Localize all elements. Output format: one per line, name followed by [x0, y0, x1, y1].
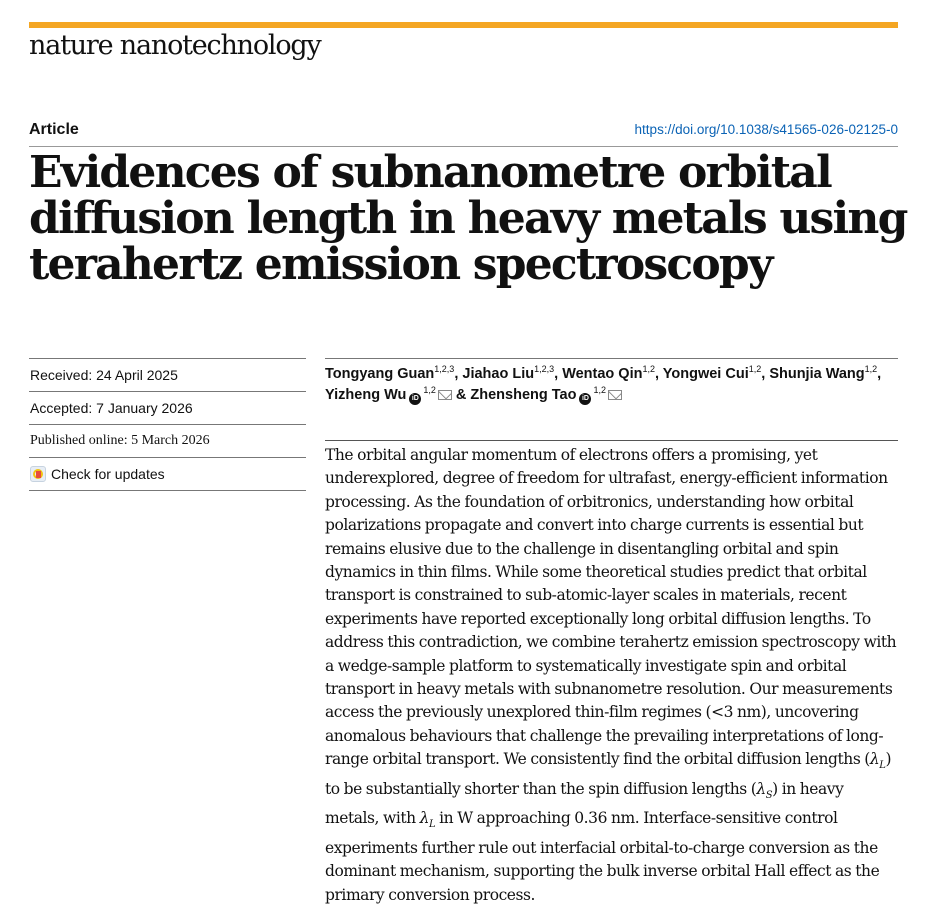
article-title: Evidences of subnanometre orbital diffusion length in heavy metals using terahertz emission spectroscopy — [29, 147, 907, 290]
orcid-icon[interactable]: iD — [409, 393, 421, 405]
author-link[interactable]: Yizheng Wu — [325, 387, 407, 403]
author-affiliation[interactable]: 1,2 — [864, 364, 878, 374]
accepted-date: Accepted: 7 January 2026 — [29, 391, 306, 424]
author-affiliation[interactable]: 1,2,3 — [434, 364, 455, 374]
author-link[interactable]: Shunjia Wang — [769, 366, 865, 382]
check-for-updates-label: Check for updates — [51, 466, 165, 482]
check-for-updates-button[interactable] — [29, 457, 306, 491]
author-affiliation[interactable]: 1,2 — [593, 385, 606, 395]
author-affiliation[interactable]: 1,2 — [642, 364, 655, 374]
orcid-icon[interactable]: iD — [579, 393, 591, 405]
journal-name[interactable]: nature nanotechnology — [29, 30, 321, 61]
envelope-icon[interactable] — [438, 390, 452, 400]
lambda-symbol: $\lambda_L$ — [419, 809, 436, 831]
published-date: Published online: 5 March 2026 — [29, 424, 306, 457]
author-list: Tongyang Guan$^{1,2,3}$, Jiahao Liu$^{1,2,3}$, Wentao Qin$^{1,2}$, Yongwei Cui$^{1,2}$, Shunjia Wang$^{1,2}$, Yizheng Wu iD$^{1,2}$ & Zhensheng Tao iD$^{1,2}$ — [325, 364, 882, 403]
lambda-symbol: $\lambda_S$ — [756, 779, 773, 801]
author-link[interactable]: Zhensheng Tao — [470, 387, 577, 403]
check-for-updates-icon — [30, 466, 46, 482]
envelope-icon[interactable] — [608, 390, 622, 400]
lambda-symbol: $\lambda_L$ — [869, 750, 886, 772]
author-link[interactable]: Jiahao Liu — [462, 366, 535, 382]
author-affiliation[interactable]: 1,2 — [748, 364, 762, 374]
article-type-label: Article — [29, 121, 79, 138]
journal-accent-bar — [29, 22, 898, 28]
abstract-text: The orbital angular momentum of electrons offers a promising, yet underexplored, degree of freedom for ultrafast, energy-efficient information processing. As the foundation of orbitronics, understanding how orbital polarizations propagate and convert into charge currents is essential but remains elusive due to the challenge in disentangling orbital and spin dynamics in thin films. While some theoretical studies predict that orbital transport is constrained to sub-atomic-layer scales in materials, recent experiments have reported exceptionally long orbital diffusion lengths. To address this contradiction, we combine terahertz emission spectroscopy with a wedge-sample platform to systematically investigate spin and orbital transport in heavy metals with subnanometre resolution. Our measurements access the previously unexplored thin-film regimes (<3 nm), uncovering anomalous behaviours that challenge the prevailing interpretations of long-range orbital transport. We consistently find the orbital diffusion lengths $(\lambda_L)$ to be substantially shorter than the spin diffusion lengths $(\lambda_S)$ in heavy metals, with $\lambda_L$ in W approaching 0.36 nm. Interface-sensitive control experiments further rule out interfacial orbital-to-charge conversion as the dominant mechanism, supporting the bulk inverse orbital Hall effect as the primary conversion process. — [325, 446, 897, 904]
abstract-divider — [325, 440, 898, 441]
author-affiliation[interactable]: 1,2 — [423, 385, 436, 395]
author-affiliation[interactable]: 1,2,3 — [534, 364, 555, 374]
author-link[interactable]: Wentao Qin — [562, 366, 643, 382]
received-date: Received: 24 April 2025 — [29, 358, 306, 391]
doi-link[interactable]: https://doi.org/10.1038/s41565-026-02125-0 — [634, 122, 898, 137]
authors-top-divider — [325, 358, 898, 359]
article-dates-panel — [29, 358, 306, 491]
author-link[interactable]: Tongyang Guan — [325, 366, 435, 382]
author-link[interactable]: Yongwei Cui — [662, 366, 749, 382]
